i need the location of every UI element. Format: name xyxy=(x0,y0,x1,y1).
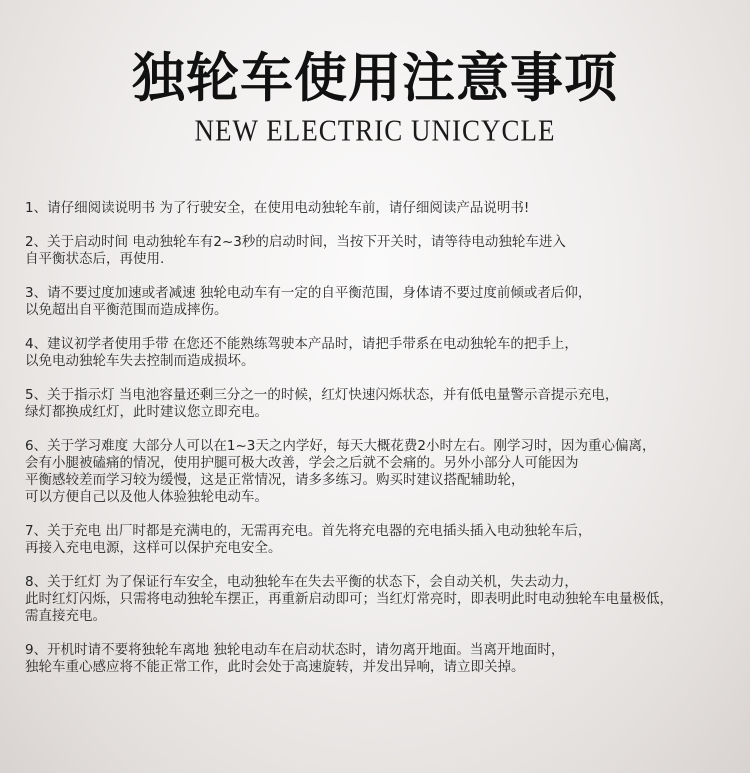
notice-line: 6、关于学习难度 大部分人可以在1~3天之内学好，每天大概花费2小时左右。刚学习时，因为重心偏离， xyxy=(25,438,656,454)
notice-line: 4、建议初学者使用手带 在您还不能熟练驾驶本产品时，请把手带系在电动独轮车的把手上， xyxy=(25,336,578,352)
notice-item xyxy=(25,336,725,370)
notice-item xyxy=(25,285,725,319)
notice-item xyxy=(25,438,725,506)
notice-line: 8、关于红灯 为了保证行车安全，电动独轮车在失去平衡的状态下，会自动关机，失去动力， xyxy=(25,574,578,590)
notice-line: 绿灯都换成红灯，此时建议您立即充电。 xyxy=(25,404,268,420)
notice-line: 再接入充电电源，这样可以保护充电安全。 xyxy=(25,540,282,556)
notice-line: 以免超出自平衡范围而造成摔伤。 xyxy=(25,302,228,318)
notice-line: 平衡感较差而学习较为缓慢，这是正常情况，请多多练习。购买时建议搭配辅助轮， xyxy=(25,472,525,488)
notice-line: 7、关于充电 出厂时都是充满电的，无需再充电。首先将充电器的充电插头插入电动独轮车后， xyxy=(25,523,592,539)
notice-line: 2、关于启动时间 电动独轮车有2~3秒的启动时间，当按下开关时，请等待电动独轮车进入 xyxy=(25,234,566,250)
notice-item xyxy=(25,574,725,625)
notice-line: 9、开机时请不要将独轮车离地 独轮电动车在启动状态时，请勿离开地面。当离开地面时， xyxy=(25,642,565,658)
page-title: 独轮车使用注意事项 xyxy=(132,47,618,109)
notice-line: 自平衡状态后，再使用. xyxy=(25,251,165,267)
notice-item xyxy=(25,200,725,217)
notice-list xyxy=(25,200,725,693)
page-subtitle: NEW ELECTRIC UNICYCLE xyxy=(194,112,556,148)
notice-item xyxy=(25,234,725,268)
notice-line: 以免电动独轮车失去控制而造成损坏。 xyxy=(25,353,255,369)
notice-line: 1、请仔细阅读说明书 为了行驶安全，在使用电动独轮车前，请仔细阅读产品说明书! xyxy=(25,200,530,216)
notice-line: 需直接充电。 xyxy=(25,608,106,624)
notice-item xyxy=(25,523,725,557)
notice-line: 此时红灯闪烁，只需将电动独轮车摆正，再重新启动即可；当红灯常亮时，即表明此时电动独轮车电量极低， xyxy=(25,591,673,607)
notice-line: 5、关于指示灯 当电池容量还剩三分之一的时候，红灯快速闪烁状态，并有低电量警示音提示充电， xyxy=(25,387,619,403)
notice-line: 可以方便自己以及他人体验独轮电动车。 xyxy=(25,489,268,505)
notice-line: 3、请不要过度加速或者减速 独轮电动车有一定的自平衡范围，身体请不要过度前倾或者后仰， xyxy=(25,285,592,301)
notice-item xyxy=(25,642,725,676)
notice-line: 独轮车重心感应将不能正常工作，此时会处于高速旋转，并发出异响，请立即关掉。 xyxy=(25,659,525,675)
notice-line: 会有小腿被磕痛的情况，使用护腿可极大改善，学会之后就不会痛的。另外小部分人可能因为 xyxy=(25,455,579,471)
notice-item xyxy=(25,387,725,421)
